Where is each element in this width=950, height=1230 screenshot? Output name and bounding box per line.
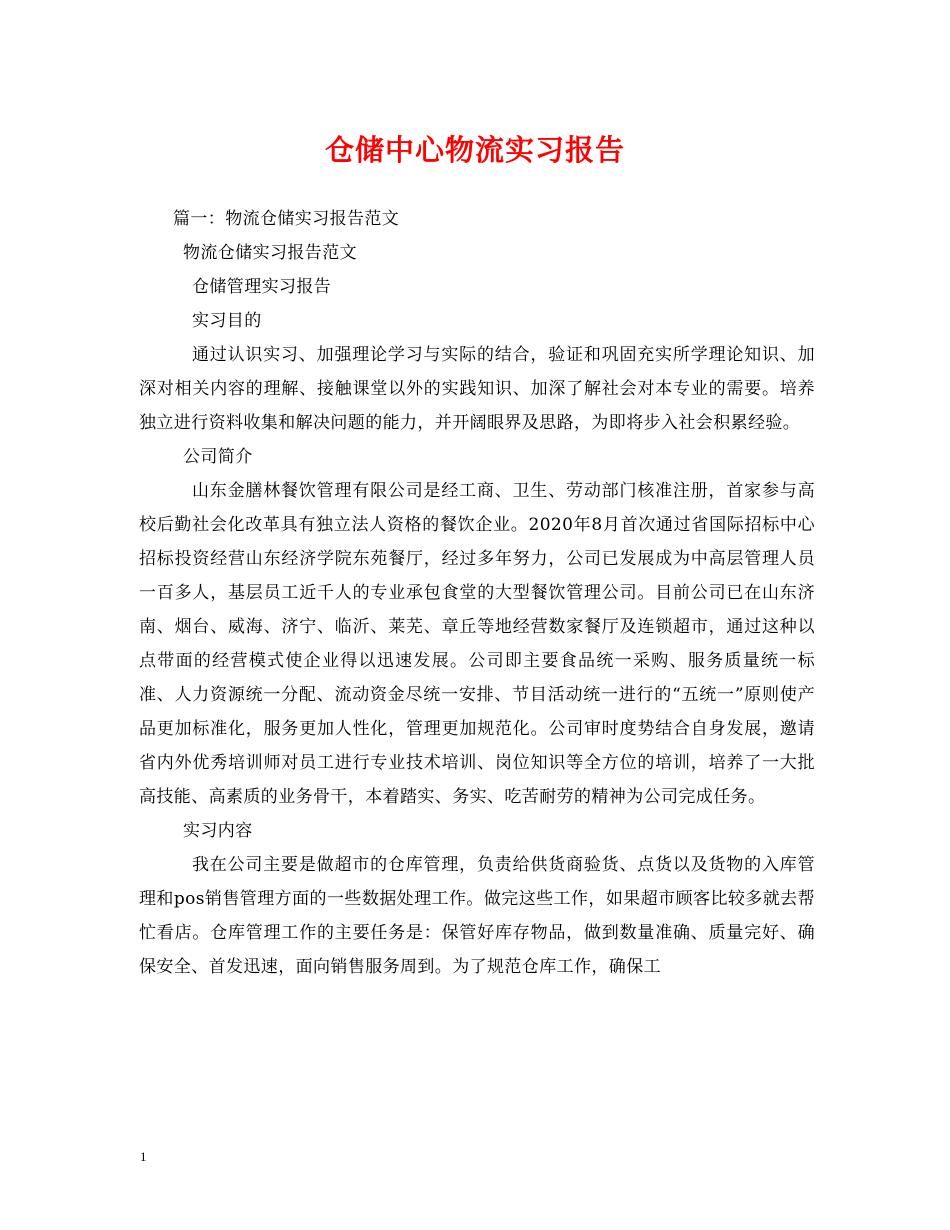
chapter-heading: 篇一：物流仓储实习报告范文	[173, 209, 400, 229]
section-heading-company: 公司简介	[183, 447, 253, 467]
page-number: 1	[140, 1149, 147, 1164]
sub-title: 物流仓储实习报告范文	[183, 243, 357, 263]
paragraph-content: 我在公司主要是做超市的仓库管理，负责给供货商验货、点货以及货物的入库管理和pos销售管理方面的一些数据处理工作。做完这些工作，如果超市顾客比较多就去帮忙看店。仓库管理工作的主要任务是：保管好库存物品，做到数量准确、质量完好、确保安全、首发迅速，面向销售服务周到。为了规范仓库工作，确保工	[139, 855, 815, 977]
report-title: 仓储管理实习报告	[192, 277, 332, 297]
document-title: 仓储中心物流实习报告	[324, 133, 625, 167]
section-heading-purpose: 实习目的	[192, 311, 262, 331]
paragraph-company: 山东金膳林餐饮管理有限公司是经工商、卫生、劳动部门核准注册，首家参与高校后勤社会化改革具有独立法人资格的餐饮企业。2020年8月首次通过省国际招标中心招标投资经营山东经济学院东苑餐厅，经过多年努力，公司已发展成为中高层管理人员一百多人，基层员工近千人的专业承包食堂的大型餐饮管理公司。目前公司已在山东济南、烟台、威海、济宁、临沂、莱芜、章丘等地经营数家餐厅及连锁超市，通过这种以点带面的经营模式使企业得以迅速发展。公司即主要食品统一采购、服务质量统一标准、人力资源统一分配、流动资金尽统一安排、节目活动统一进行的“五统一”原则使产品更加标准化，服务更加人性化，管理更加规范化。公司审时度势结合自身发展，邀请省内外优秀培训师对员工进行专业技术培训、岗位知识等全方位的培训，培养了一大批高技能、高素质的业务骨干，本着踏实、务实、吃苦耐劳的精神为公司完成任务。	[139, 481, 815, 807]
document-body	[139, 202, 815, 984]
paragraph-purpose: 通过认识实习、加强理论学习与实际的结合，验证和巩固充实所学理论知识、加深对相关内容的理解、接触课堂以外的实践知识、加深了解社会对本专业的需要。培养独立进行资料收集和解决问题的能力，并开阔眼界及思路，为即将步入社会积累经验。	[139, 345, 815, 433]
section-heading-content: 实习内容	[183, 821, 253, 841]
